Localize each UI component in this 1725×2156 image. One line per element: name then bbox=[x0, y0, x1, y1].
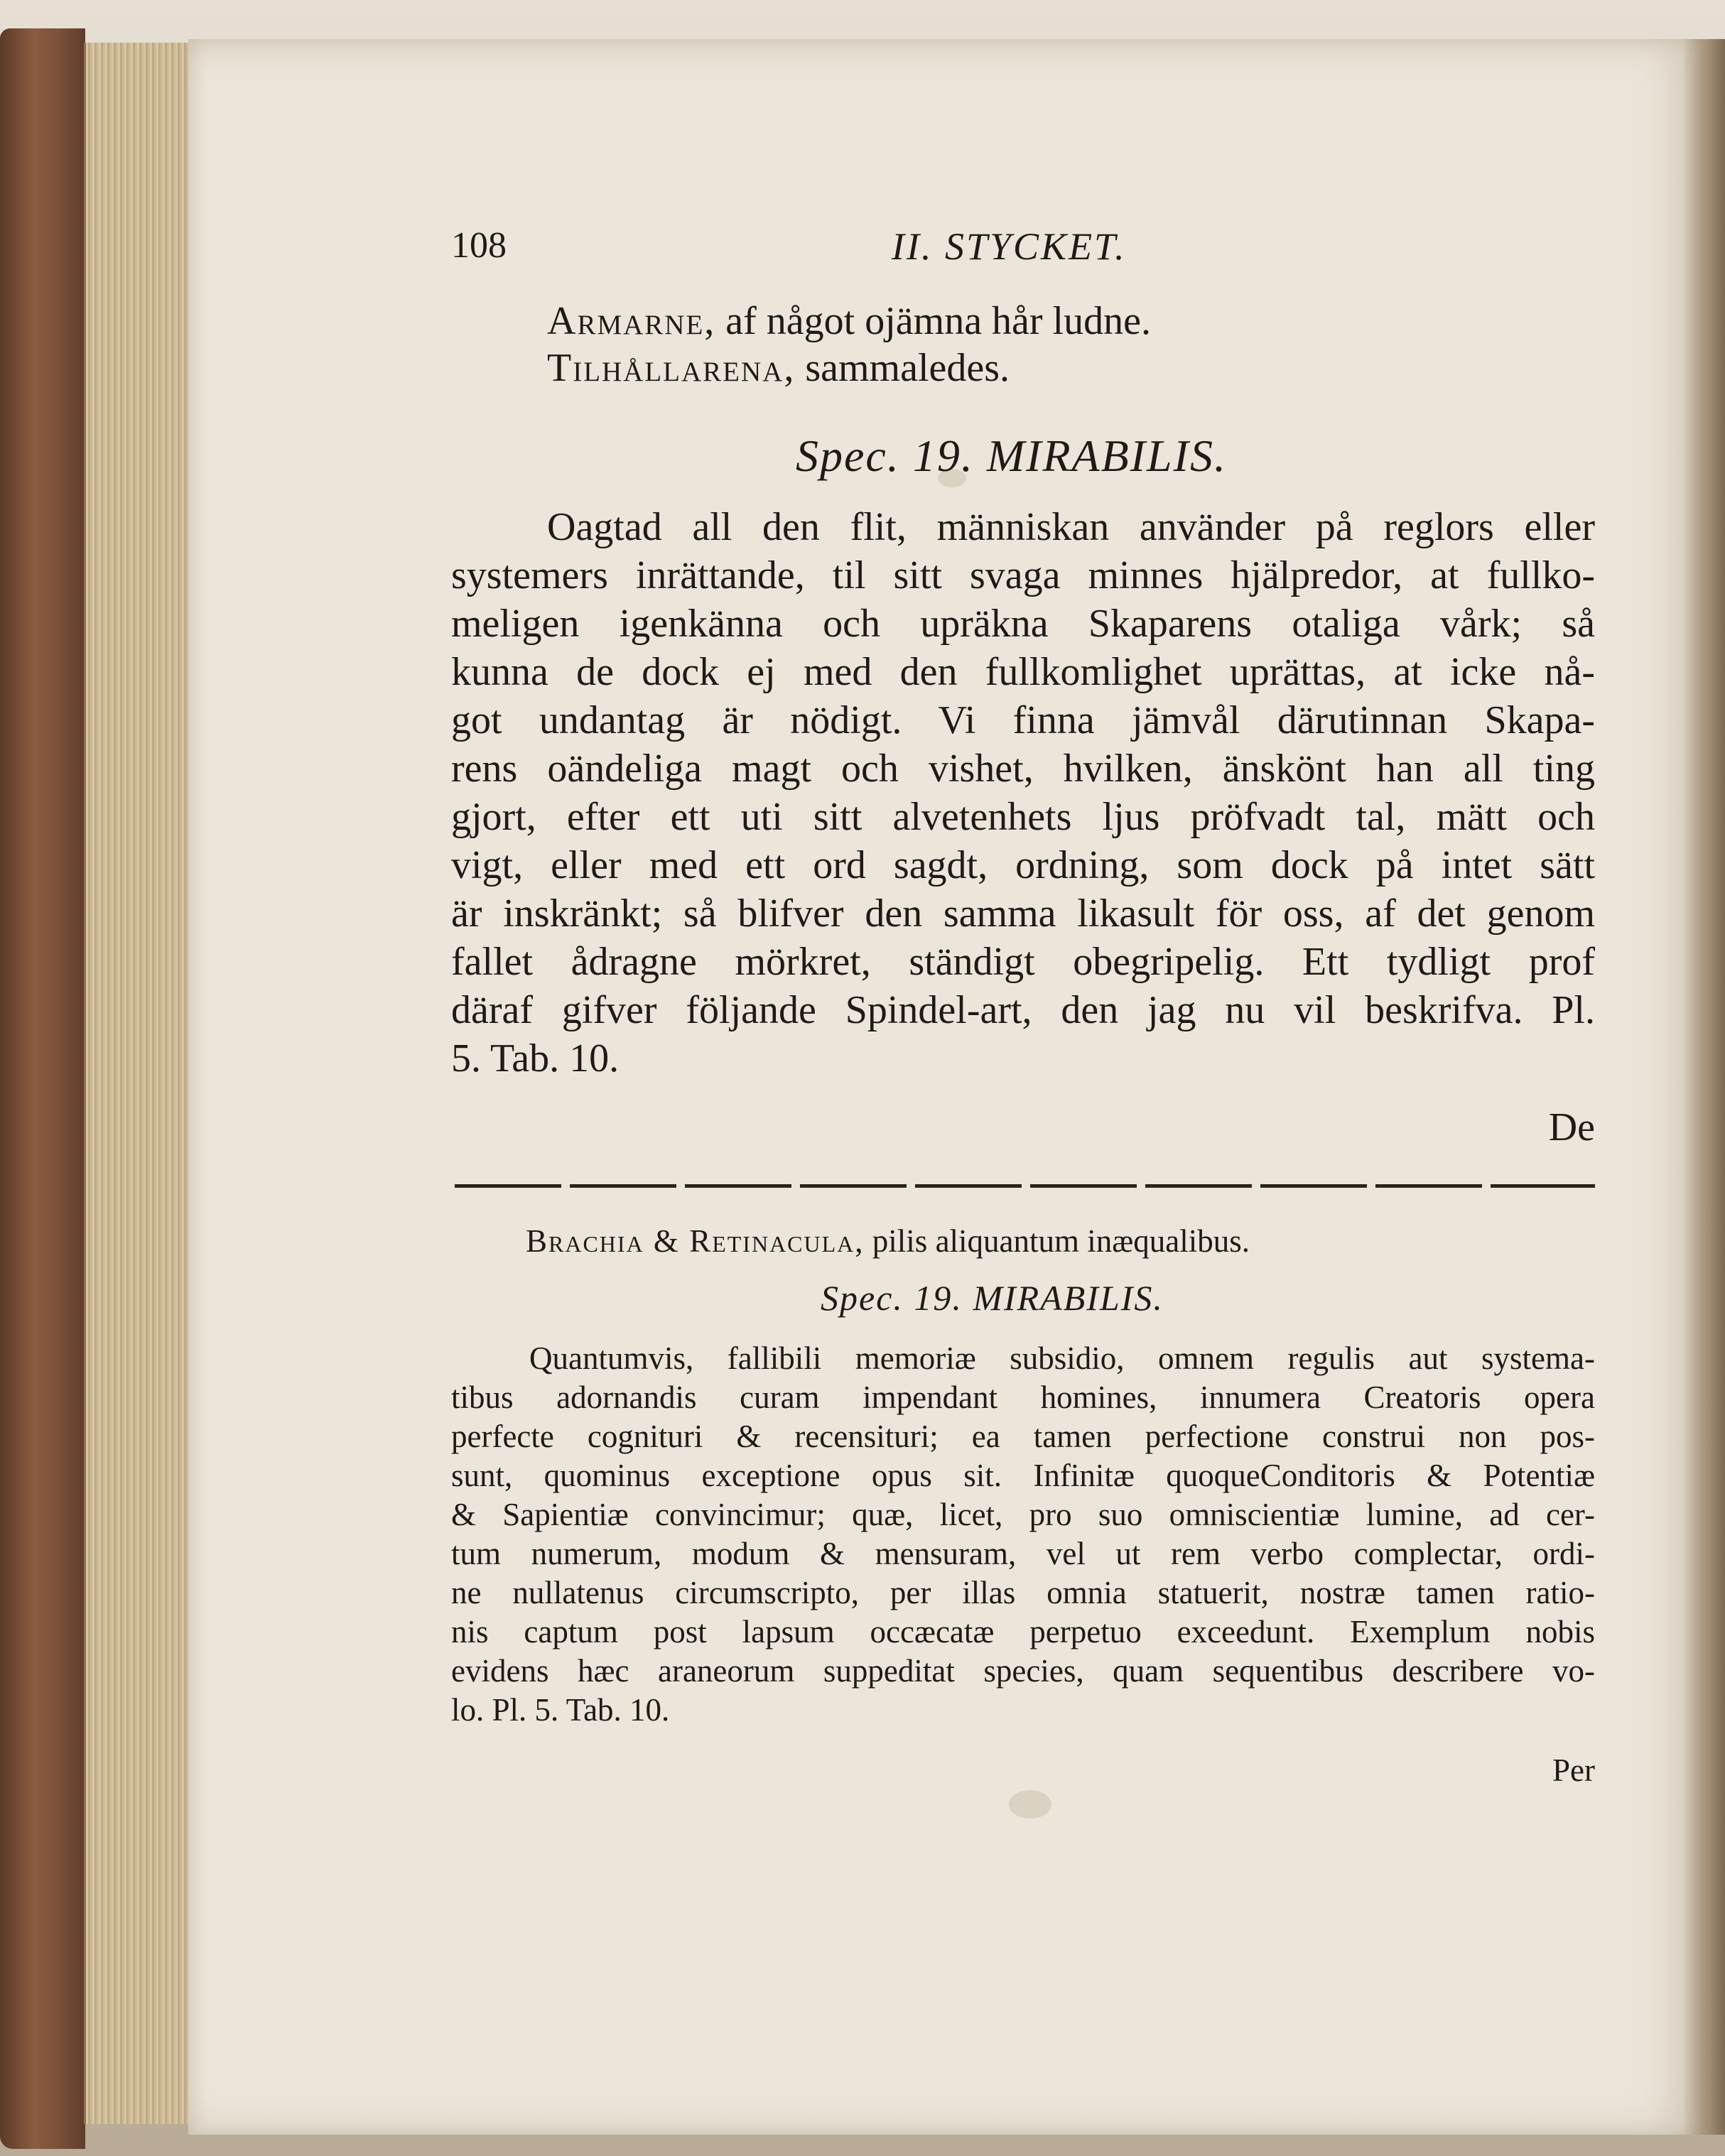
paper-stain bbox=[1009, 1790, 1051, 1819]
paragraph-line: fallet ådragne mörkret, ständigt obegripelig. Ett tydligt prof bbox=[451, 940, 1595, 984]
latin-line: ne nullatenus circumscripto, per illas omnia statuerit, nostræ tamen ratio- bbox=[451, 1575, 1595, 1610]
paragraph-line: vigt, eller med ett ord sagdt, ordning, som dock på intet sätt bbox=[451, 843, 1595, 887]
latin-line: tum numerum, modum & mensuram, vel ut rem verbo complectar, ordi- bbox=[451, 1536, 1595, 1571]
latin-line: perfecte cognituri & recensituri; ea tamen perfectione construi non pos- bbox=[451, 1419, 1595, 1454]
paragraph-line: gjort, efter ett uti sitt alvetenhets ljus pröfvadt tal, mätt och bbox=[451, 795, 1595, 839]
paragraph-line: Oagtad all den flit, människan använder på reglors eller bbox=[547, 505, 1595, 549]
latin-line: nis captum post lapsum occæcatæ perpetuo exceedunt. Exemplum nobis bbox=[451, 1614, 1595, 1649]
latin-line: evidens hæc araneorum suppeditat species, quam sequentibus describere vo- bbox=[451, 1653, 1595, 1689]
arms-term: Armarne, bbox=[547, 299, 716, 343]
section-divider bbox=[455, 1184, 1595, 1188]
arms-line bbox=[547, 298, 1151, 344]
retinacula-description: sammaledes. bbox=[795, 346, 1010, 390]
paragraph-line: 5. Tab. 10. bbox=[451, 1036, 620, 1080]
brachia-description: pilis aliquantum inæqualibus. bbox=[864, 1223, 1250, 1259]
latin-line: & Sapientiæ convincimur; quæ, licet, pro suo omniscientiæ lumine, ad cer- bbox=[451, 1497, 1595, 1532]
paragraph-line: systemers inrättande, til sitt svaga minnes hjälpredor, at fullko- bbox=[451, 553, 1595, 597]
brachia-line bbox=[526, 1222, 1250, 1260]
running-head bbox=[451, 224, 1595, 274]
species-heading-swedish: Spec. 19. MIRABILIS. bbox=[796, 430, 1227, 481]
paragraph-line: däraf gifver följande Spindel-art, den jag nu vil beskrifva. Pl. bbox=[451, 988, 1595, 1032]
species-heading-latin: Spec. 19. MIRABILIS. bbox=[821, 1278, 1164, 1318]
running-title: II. STYCKET. bbox=[892, 225, 1127, 268]
page-stack-edge bbox=[84, 43, 193, 2124]
latin-line: Quantumvis, fallibili memoriæ subsidio, omnem regulis aut systema- bbox=[529, 1340, 1595, 1376]
latin-line: tibus adornandis curam impendant homines, innumera Creatoris opera bbox=[451, 1380, 1595, 1415]
latin-line: lo. Pl. 5. Tab. 10. bbox=[451, 1692, 670, 1728]
latin-line: sunt, quominus exceptione opus sit. Infinitæ quoqueConditoris & Potentiæ bbox=[451, 1458, 1595, 1493]
paragraph-line: är inskränkt; så blifver den samma likasult för oss, af det genom bbox=[451, 892, 1595, 936]
catchword-latin: Per bbox=[1552, 1753, 1595, 1788]
paragraph-line: meligen igenkänna och upräkna Skaparens otaliga vårk; så bbox=[451, 602, 1595, 646]
retinacula-line bbox=[547, 345, 1010, 391]
retinacula-term: Tilhållarena, bbox=[547, 346, 796, 390]
brachia-term: Brachia & Retinacula, bbox=[526, 1223, 865, 1259]
page-number: 108 bbox=[451, 225, 507, 266]
paragraph-line: rens oändeliga magt och vishet, hvilken, änskönt han all ting bbox=[451, 747, 1595, 791]
arms-description: af något ojämna hår ludne. bbox=[715, 299, 1151, 343]
book-cover-edge bbox=[0, 28, 85, 2149]
paragraph-line: kunna de dock ej med den fullkomlighet uprättas, at icke nå- bbox=[451, 650, 1595, 694]
book-gutter bbox=[1682, 39, 1725, 2135]
paragraph-line: got undantag är nödigt. Vi finna jämvål därutinnan Skapa- bbox=[451, 698, 1595, 742]
catchword-swedish: De bbox=[1548, 1105, 1595, 1149]
